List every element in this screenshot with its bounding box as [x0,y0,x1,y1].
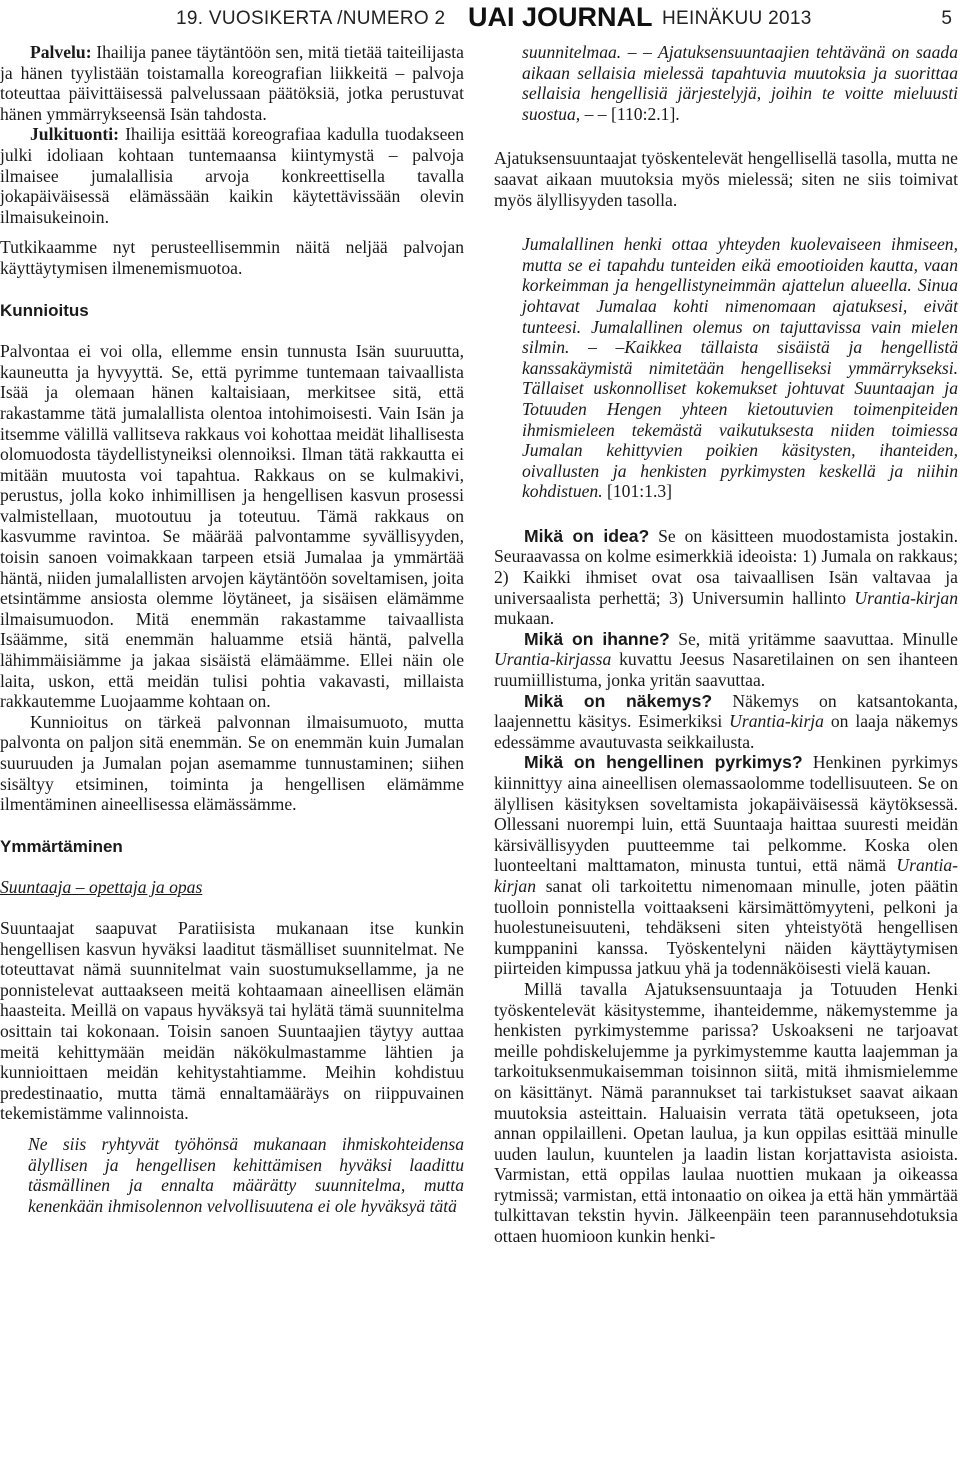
paragraph-text: mukaan. [494,608,555,629]
left-column [0,42,464,1216]
quote-text: suunnitelmaa. – – Ajatuksensuuntaajien tehtävänä on saada aikaan sellaisia mielessä tapahtuvia muutoksia ja suorittaa sellaisia hengellisiä järjestelyjä, joihin te voitte mieluusti suostua, – – [522,42,958,124]
paragraph-adjuster-levels: Ajatuksensuuntaajat työskentelevät hengellisellä tasolla, mutta ne saavat aikaan muutoksia myös mielessä; siten ne siis toimivat myös älyllisyyden tasolla. [494,148,958,210]
quote-block-1-continued [494,42,958,124]
paragraph-reverence-2: Kunnioitus on tärkeä palvonnan ilmaisumuoto, mutta palvonta on paljon sitä enemmän. Se on enemmän kuin Jumalan suuruuden ja Jumalan pojan asemamme tunnustaminen; siihen sisältyy etsiminen, toiminta ja hengellisen elämämme ilmentäminen aineellisessa elämässämme. [0,711,464,815]
quote-block-1: Ne siis ryhtyvät työhönsä mukanaan ihmiskohteidensa älyllisen ja hengellisen kehittämisen hyväksi laadittu täsmällinen ja ennalta määrätty suunnitelma, mutta kenenkään ihmisolennon velvollisuutena ei ole hyväksyä tätä [28,1133,464,1216]
issue-date: HEINÄKUU 2013 [662,8,812,29]
paragraph-intro: Tutkikaamme nyt perusteellisemmin näitä neljää palvojan käyttäytymisen ilmenemismuotoa. [0,237,464,278]
right-column [494,42,958,1247]
paragraph-text: Se on käsitteen muodostamista jostakin. Seuraavassa on kolme esimerkkiä ideoista: 1) Jumala on rakkaus; 2) Kaikki ihmiset ovat osa taivaallisen Isän valtavaa ja universaalista perhettä; 3) Universumin hallinto [494,525,958,608]
paragraph-text: Se, mitä yritämme saavuttaa. Minulle [669,628,958,649]
paragraph-ideal [494,629,958,691]
term-aspiration: Mikä on hengellinen pyrkimys? [524,752,803,773]
book-title: Urantia-kirjassa [494,649,612,670]
paragraph-teaching: Millä tavalla Ajatuksensuuntaaja ja Totuuden Henki työskentelevät käsitystemme, ihanteidemme, näkemystemme ja henkisten pyrkimystemme parissa? Uskoakseni ne tarjoavat meille pohdiskelujemme ja pyrkimystemme kautta laajemman ja tarkoituksenmukaisemman toisinnon siitä, mitä ihmismielemme on käsittänyt. Nämä parannukset tai tarkistukset saavat aikaan muutoksia asteittain. Haluaisin verrata tätä opetukseen, jota annan oppilailleni. Opetan laulua, ja kun oppilas esittää minulle uuden laulun, kuuntelen ja laadin listan korjattavista asioista. Varmistan, että oppilas laulaa nuottien mukaan ja oikeassa rytmissä; varmistan, että intonaatio on oikea ja että hän ymmärtää tulkittavan tekstin hyvin. Jälkeenpäin teen parannusehdotuksia ottaen huomioon kunkin henki- [494,978,958,1247]
term-service: Palvelu: [30,42,92,62]
term-idea: Mikä on idea? [524,525,650,546]
quote-block-2 [494,234,958,502]
heading-kunnioitus: Kunnioitus [0,300,89,320]
page-header [0,2,960,34]
paragraph-text: kuvattu Jeesus Nasaretilainen on sen ihanteen ruumiillistuma, jonka yritän saavuttaa. [494,649,958,691]
paragraph-text: Henkinen pyrkimys kiinnittyy aina aineellisen olemassaolomme todellisuuteen. Se on älyllisen käsityksen soveltamista jokapäiväisessä käytöksessä. Ollessani nuorempi luin, että Suuntaaja haittaa suuresti meidän kärsivällisyyden puutteemme tai pelkomme. Koska olen luonteeltani malttamaton, minusta tuntui, että nämä [494,752,958,876]
term-ideal: Mikä on ihanne? [524,628,670,649]
paragraph-text: sanat oli tarkoitettu nimenomaan minulle, joten päätin tuolloin ponnistella voittaakseni kärsimättömyyteni, pelkoni ja huolestuneisuuteni, tehdäkseni siten yhteistyötä hengellisen kumppanini kanssa. Työskentelyni näiden käyttäytymisen piirteiden kimpussa jatkuu yhä ja todennäköisesti vielä kauan. [494,875,958,979]
paragraph-text: on laaja näkemys edessämme avautuvasta seikkailusta. [494,711,958,752]
page-number: 5 [941,8,952,29]
quote-reference: [110:2.1]. [610,103,680,124]
subheading-adjuster: Suuntaaja – opettaja ja opas [0,877,203,898]
paragraph-text: Ihailija esittää koreografiaa kadulla tuodakseen julki idoliaan kohtaan tuntemaansa kiintymystä – palvoja ilmaisee jumalallisia arvoja konkreettisella tavalla jokapäiväisessä elämässään kaikin käytettävissään olevin ilmaisukeinoin. [0,124,464,227]
paragraph-service [0,42,464,124]
paragraph-reverence: Palvontaa ei voi olla, ellemme ensin tunnusta Isän suuruutta, kauneutta ja hyvyyttä. Se, että pyrimme tuntemaan taivaallista Isää ja olemaan hänen kaltaisiaan, merkitsee sitä, että rakastamme tätä jumalallista olentoa intohimoisesti. Vain Isän ja itsemme välillä vallitseva rakkaus voi kohottaa meidät lihallisesta olomuodosta täydellistyneiksi olennoiksi. Ilman tätä rakkautta ei mitään muutosta voi tapahtua. Rakkaus on se kulmakivi, perustus, jolla koko inhimillisen ja hengellisen kasvun prosessi valmistellaan, muotoutuu ja toteutuu. Tämä rakkaus on kasvumme ravintoa. Se määrää palvontamme syvällisyyden, toisin sanoen voimakkaan tarpeen etsiä Jumalaa ja ymmärtää häntä, niiden jumalallisten arvojen käytäntöön soveltamisen, joita etsintämme ansiosta olemme löytäneet, ja sisäisen elämämme ilmaisumuodon. Mitä enemmän rakastamme taivaallista Isäämme, sitä enemmän haluamme etsiä häntä, palvella lähimmäisiämme ja jakaa sisäistä elämäämme. Ellei näin ole laita, uskon, että meidän tulisi pohtia vakavasti, millaista rakkautemme Luojaamme kohtaan on. [0,341,464,712]
book-title: Urantia-kirja [729,711,824,732]
term-vision: Mikä on näkemys? [524,690,713,711]
paragraph-aspiration [494,752,958,979]
paragraph-expression [0,124,464,227]
book-title: Urantia-kirjan [494,855,958,896]
paragraph-text: Ihailija panee täytäntöön sen, mitä tietää taiteilijasta ja hänen tyylistään toistamalla koreografian liikkeitä – palvoja toteuttaa päivittäisessä palvelussaan päätöksiä, jotka perustuvat hänen ymmärrykseensä Isän tahdosta. [0,42,464,124]
journal-title: UAI JOURNAL [468,2,653,32]
quote-reference: [101:1.3] [602,481,673,502]
issue-label: 19. VUOSIKERTA /NUMERO 2 [176,8,446,29]
paragraph-vision [494,691,958,753]
quote-text: Jumalallinen henki ottaa yhteyden kuolevaiseen ihmiseen, mutta se ei tapahdu tunteiden eikä emootioiden kautta, vaan korkeimman ja hengellistyneimmän ajattelun alueella. Sinua johtavat Jumalaa kohti nimenomaan ajatuksesi, eivät tunteesi. Jumalallinen olemus on tajuttavissa vain mielen silmin. – –Kaikkea tällaista sisäistä ja hengellistä kanssakäymistä nimitetään hengelliseksi ymmärrykseksi. Tällaiset uskonnolliset kokemukset johtuvat Suuntaajan ja Totuuden Hengen yhteen kietoutuvien toimenpiteiden ihmismieleen tekemästä vaikutuksesta niiden toimiessa Jumalan kehittyvien poikien käsitysten, ihanteiden, oivallusten ja henkisten pyrkimysten keskellä ja niihin kohdistuen. [522,234,958,502]
paragraph-idea [494,526,958,629]
book-title: Urantia-kirjan [854,587,958,608]
heading-ymmartaminen: Ymmärtäminen [0,836,123,856]
paragraph-adjusters: Suuntaajat saapuvat Paratiisista mukanaan itse kunkin hengellisen kasvun hyväksi laaditut täsmälliset suunnitelmat. Ne toteuttavat nämä suunnitelmat vain suostumuksellamme, ja ne ponnistelevat auttaakseen meitä kohtaamaan aineellisen elämän haasteita. Meillä on vapaus hyväksyä tai hylätä tämä suunnitelma osittain tai kokonaan. Toisin sanoen Suuntaajien täytyy auttaa meitä kehittymään meidän näkökulmastamme lähtien ja kunnioittaen meidän kehitystahtiamme. Meihin kohdistuu predestinaatio, mutta tämä ennaltamääräys on riippuvainen tekemistämme valinnoista. [0,917,464,1124]
paragraph-text: Näkemys on katsantokanta, laajennettu käsitys. Esimerkiksi [494,690,958,732]
term-expression: Julkituonti: [30,124,119,145]
